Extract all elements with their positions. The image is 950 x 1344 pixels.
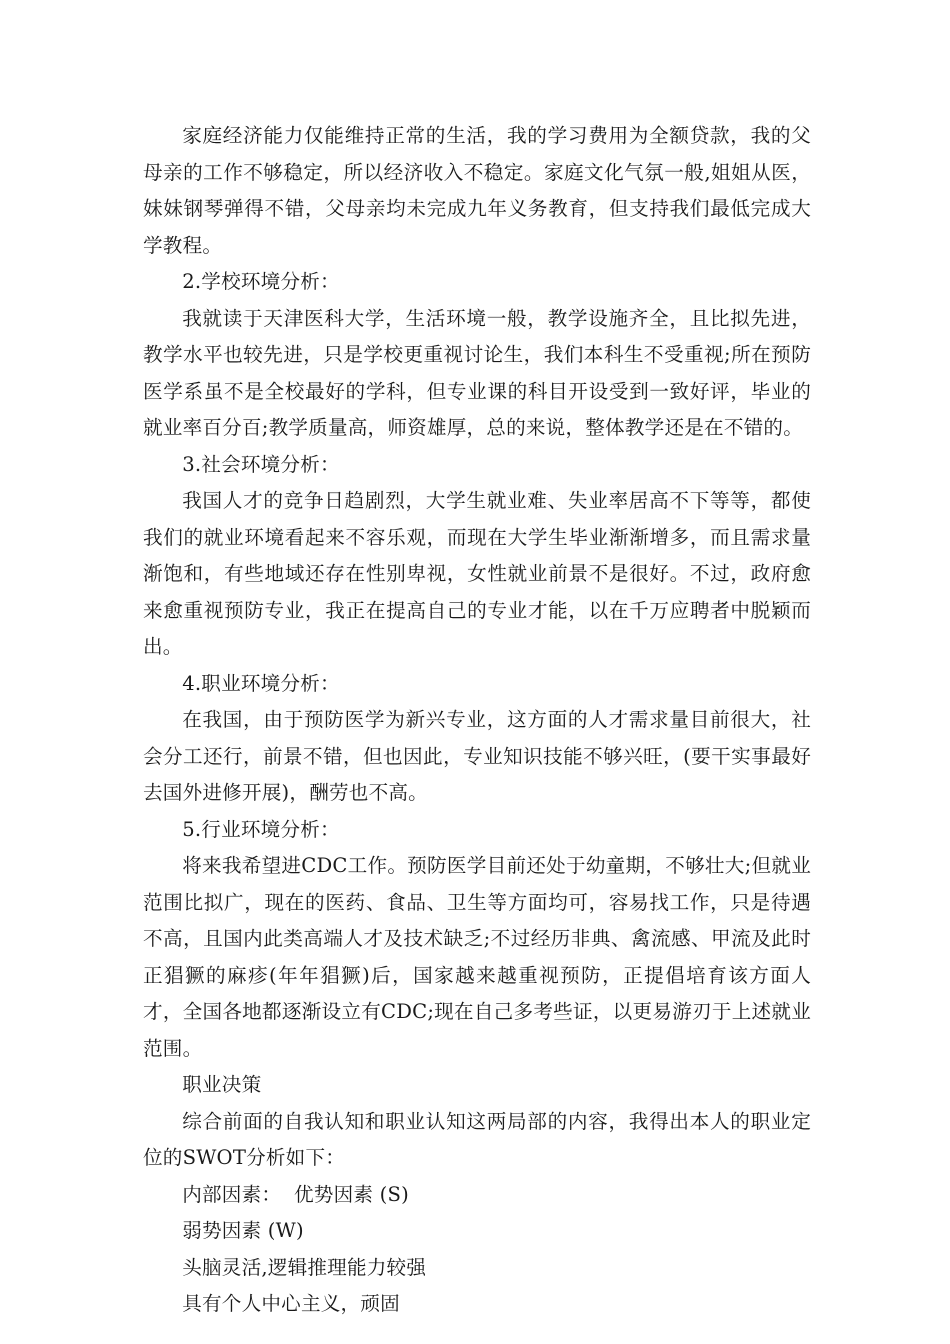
heading-social-environment: 3.社会环境分析： — [182, 452, 340, 476]
heading-industry-environment: 5.行业环境分析： — [182, 817, 340, 841]
paragraph-career-environment: 在我国，由于预防医学为新兴专业，这方面的人才需求量目前很大，社会分工还行，前景不错，但也因此，专业知识技能不够兴旺，(要干实事最好去国外进修开展)，酬劳也不高。 — [143, 708, 811, 804]
line-weaknesses: 弱势因素 (W) — [182, 1219, 304, 1242]
document-body — [143, 118, 811, 1323]
paragraph-family-economy: 家庭经济能力仅能维持正常的生活，我的学习费用为全额贷款，我的父母亲的工作不够稳定，所以经济收入不稳定。家庭文化气氛一般,姐姐从医，妹妹钢琴弹得不错，父母亲均未完成九年义务教育，但支持我们最低完成大学教程。 — [143, 124, 811, 257]
paragraph-social-environment: 我国人才的竞争日趋剧烈，大学生就业难、失业率居高不下等等，都使我们的就业环境看起来不容乐观，而现在大学生毕业渐渐增多，而且需求量渐饱和，有些地域还存在性别卑视，女性就业前景不是很好。不过，政府愈来愈重视预防专业，我正在提高自己的专业才能，以在千万应聘者中脱颖而出。 — [143, 489, 811, 658]
paragraph-school-environment: 我就读于天津医科大学，生活环境一般，教学设施齐全，且比拟先进，教学水平也较先进，只是学校更重视讨论生，我们本科生不受重视;所在预防医学系虽不是全校最好的学科，但专业课的科目开设受到一致好评，毕业的就业率百分百;教学质量高，师资雄厚，总的来说，整体教学还是在不错的。 — [143, 306, 811, 439]
paragraph-industry-environment: 将来我希望进CDC工作。预防医学目前还处于幼童期，不够壮大;但就业范围比拟广，现在的医药、食品、卫生等方面均可，容易找工作，只是待遇不高，且国内此类高端人才及技术缺乏;不过经历非典、禽流感、甲流及此时正猖獗的麻疹(年年猖獗)后，国家越来越重视预防，正提倡培育该方面人才，全国各地都逐渐设立有CDC;现在自己多考些证，以更易游刃于上述就业范围。 — [143, 854, 811, 1060]
line-strength-item: 头脑灵活,逻辑推理能力较强 — [182, 1255, 427, 1279]
paragraph-swot-intro: 综合前面的自我认知和职业认知这两局部的内容，我得出本人的职业定位的SWOT分析如下： — [143, 1109, 811, 1169]
heading-career-decision: 职业决策 — [182, 1073, 262, 1096]
heading-career-environment: 4.职业环境分析： — [182, 671, 340, 695]
heading-school-environment: 2.学校环境分析： — [182, 270, 340, 293]
line-weakness-item: 具有个人中心主义，顽固 — [182, 1292, 400, 1315]
line-internal-factors-strengths: 内部因素： 优势因素 (S) — [182, 1182, 409, 1206]
